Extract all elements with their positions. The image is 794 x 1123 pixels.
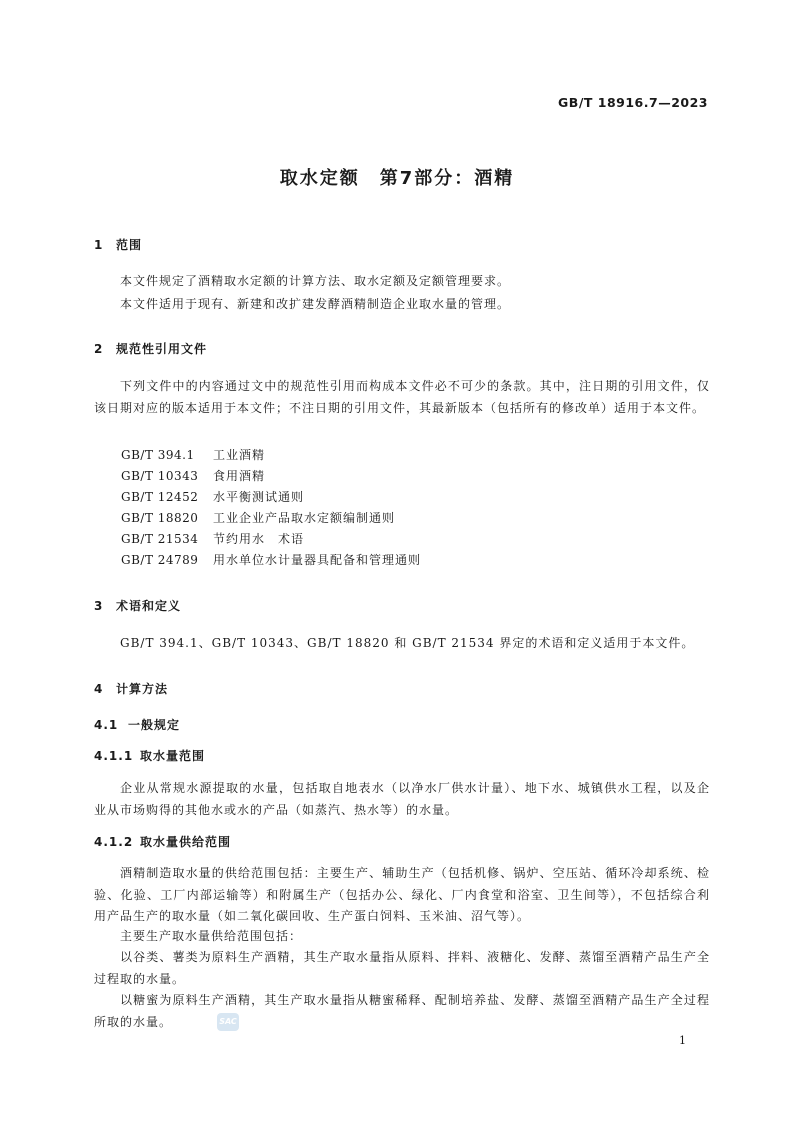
section-number: 3	[94, 599, 104, 613]
reference-title: 工业酒精	[213, 448, 266, 462]
section-title: 计算方法	[116, 682, 169, 696]
reference-code: GB/T 24789	[121, 553, 199, 567]
subsection-4-1-heading	[94, 716, 180, 733]
section-number: 4.1	[94, 718, 119, 732]
reference-item	[121, 446, 265, 463]
section-4-heading	[94, 680, 168, 697]
subsection-4-1-1-heading	[94, 747, 205, 764]
paragraph: 本文件规定了酒精取水定额的计算方法、取水定额及定额管理要求。	[120, 274, 511, 288]
paragraph: 以谷类、薯类为原料生产酒精，其生产取水量指从原料、拌料、液糖化、发酵、蒸馏至酒精产品生产全过程取的水量。	[94, 950, 710, 986]
section-title: 取水量供给范围	[140, 835, 232, 849]
paragraph: GB/T 394.1、GB/T 10343、GB/T 18820 和 GB/T 21534 界定的术语和定义适用于本文件。	[120, 636, 695, 650]
paragraph: 以糖蜜为原料生产酒精，其生产取水量指从糖蜜稀释、配制培养盐、发酵、蒸馏至酒精产品生产全过程所取的水量。	[94, 993, 710, 1029]
section-2-heading	[94, 340, 207, 357]
subsection-4-1-2-heading	[94, 833, 231, 850]
section-number: 2	[94, 342, 104, 356]
section-3-heading	[94, 597, 181, 614]
page-number: 1	[679, 1034, 686, 1047]
reference-code: GB/T 18820	[121, 511, 199, 525]
section-number: 1	[94, 238, 104, 252]
reference-title: 食用酒精	[213, 469, 266, 483]
reference-item	[121, 488, 304, 505]
section-title: 取水量范围	[140, 749, 206, 763]
section-title: 范围	[116, 238, 143, 252]
reference-item	[121, 530, 304, 547]
section-number: 4.1.1	[94, 749, 134, 763]
reference-code: GB/T 12452	[121, 490, 199, 504]
reference-code: GB/T 10343	[121, 469, 199, 483]
paragraph: 主要生产取水量供给范围包括：	[120, 929, 303, 943]
section-number: 4	[94, 682, 104, 696]
section-title: 规范性引用文件	[116, 342, 208, 356]
reference-title: 工业企业产品取水定额编制通则	[213, 511, 396, 525]
paragraph: 企业从常规水源提取的水量，包括取自地表水（以净水厂供水计量）、地下水、城镇供水工程，以及企业从市场购得的其他水或水的产品（如蒸汽、热水等）的水量。	[94, 781, 710, 817]
reference-code: GB/T 21534	[121, 532, 199, 546]
document-title: 取水定额 第7部分：酒精	[279, 168, 515, 189]
reference-item	[121, 509, 395, 526]
sac-watermark-logo: SAC	[217, 1013, 239, 1031]
paragraph: 下列文件中的内容通过文中的规范性引用而构成本文件必不可少的条款。其中，注日期的引用文件，仅该日期对应的版本适用于本文件；不注日期的引用文件，其最新版本（包括所有的修改单）适用于本文件。	[94, 379, 710, 415]
standard-number: GB/T 18916.7—2023	[558, 95, 708, 110]
section-title: 一般规定	[128, 718, 181, 732]
paragraph: 酒精制造取水量的供给范围包括：主要生产、辅助生产（包括机修、锅炉、空压站、循环冷却系统、检验、化验、工厂内部运输等）和附属生产（包括办公、绿化、厂内食堂和浴室、卫生间等），不包括综合利用产品生产的取水量（如二氧化碳回收、生产蛋白饲料、玉米油、沼气等）。	[94, 866, 710, 924]
section-1-heading	[94, 236, 142, 253]
section-title: 术语和定义	[116, 599, 182, 613]
reference-title: 水平衡测试通则	[213, 490, 305, 504]
reference-item	[121, 551, 421, 568]
reference-title: 节约用水 术语	[213, 532, 305, 546]
section-number: 4.1.2	[94, 835, 134, 849]
reference-code: GB/T 394.1	[121, 448, 195, 462]
paragraph: 本文件适用于现有、新建和改扩建发酵酒精制造企业取水量的管理。	[120, 297, 511, 311]
reference-item	[121, 467, 265, 484]
reference-title: 用水单位水计量器具配备和管理通则	[213, 553, 422, 567]
